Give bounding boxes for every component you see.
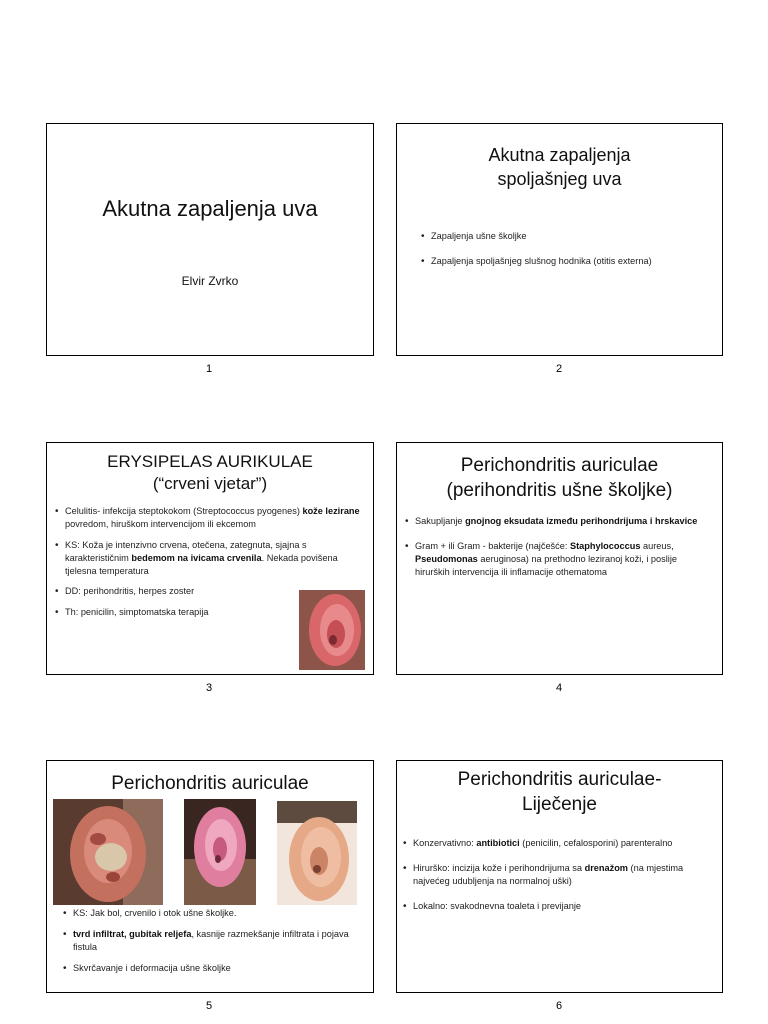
slide-4-bullet-1-bold: gnojnog eksudata između perihondrijuma i hrskavice [465, 516, 698, 526]
page-number-5: 5 [205, 1000, 213, 1012]
slide-6-bullet-1 [403, 837, 714, 850]
slide-3-title-line1: ERYSIPELAS AURIKULAE [107, 452, 313, 471]
slide-3-bullet-1-text: Celulitis- infekcija steptokokom (Streptococcus pyogenes) [65, 506, 303, 516]
slide-3-bullet-3: • DD: perihondritis, herpes zoster [55, 585, 365, 598]
slide-6-bullet-1-tail: (penicilin, cefalosporini) parenteralno [519, 838, 673, 848]
slide-2-bullets [421, 230, 708, 280]
page-number-2: 2 [555, 363, 563, 375]
slide-6-bullets [403, 837, 714, 925]
slide-4 [396, 442, 723, 675]
slide-5-title: Perichondritis auriculae [111, 773, 309, 794]
slide-5-bullet-2-tail: , kasnije razmekšanje infiltrata i pojava fistula [73, 928, 349, 952]
slide-5-bullet-1: • KS: Jak bol, crvenilo i otok ušne školjke. [63, 907, 365, 920]
slide-2-title [397, 144, 722, 192]
page-number-1: 1 [205, 363, 213, 375]
slide-3 [46, 442, 374, 675]
slide-1 [46, 123, 374, 356]
slide-4-bullet-2-tail: aeruginosa) na prethodno leziranoj koži, i poslije hirurških intervencija ili inflamacije othematoma [415, 553, 677, 577]
slide-3-bullet-1-tail: povredom, hiruškom intervencijom ili ekcemom [65, 518, 256, 529]
page-number-6: 6 [555, 1000, 563, 1012]
slide-4-title [397, 453, 722, 503]
slide-3-bullet-1-bold: kože lezirane [302, 506, 360, 516]
slide-4-bullet-1 [405, 515, 714, 528]
slide-6-title [397, 767, 722, 817]
slide-3-bullet-1 [55, 505, 365, 531]
slide-3-bullet-2-text: KS: Koža je intenzivno crvena, otečena, zategnuta, sjajna s karakterističnim [65, 539, 307, 563]
slide-4-bullet-1-text: Sakupljanje [415, 516, 466, 526]
slide-2-bullet-1: • Zapaljenja ušne školjke [421, 230, 708, 243]
slide-5-bullet-2-bold: tvrd infiltrat, gubitak reljefa [73, 928, 192, 939]
slide-5-bullet-3: • Skvrčavanje i deformacija ušne školjke [63, 962, 365, 975]
erysipelas-ear-photo [299, 590, 365, 670]
slide-4-bullet-2-text: Gram + ili Gram - bakterije (najčešće: [415, 540, 570, 551]
deformed-ear-photo [277, 801, 357, 905]
slide-5-bullet-2 [63, 928, 365, 954]
slide-6-bullet-2-text: Hirurško: incizija kože i perihondrijuma sa [413, 862, 585, 873]
slide-3-title-line2: (“crveni vjetar”) [152, 474, 268, 494]
page-number-4: 4 [555, 682, 563, 694]
slide-3-bullet-2-bold: bedemom na ivicama crvenila [131, 552, 262, 563]
slide-5-bullets [63, 907, 365, 987]
slide-6-bullet-2-tail: (na mjestima najvećeg udubljenja na normalnoj uški) [413, 862, 684, 886]
slide-2-bullet-2: • Zapaljenja spoljašnjeg slušnog hodnika (otitis externa) [421, 255, 708, 268]
slide-4-title-line2: (perihondritis ušne školjke) [446, 480, 673, 502]
slide-4-bullet-2 [405, 540, 714, 579]
slide-4-bullets [405, 515, 714, 591]
slide-6-bullet-2 [403, 862, 714, 888]
slide-2-title-line1: Akutna zapaljenja [488, 145, 631, 165]
slide-6-title-line2: Liječenje [522, 794, 597, 816]
slide-4-bullet-2-mid: aureus, [640, 540, 674, 551]
slide-3-bullet-2-tail: . Nekada povišena tjelesna temperatura [65, 552, 338, 576]
slide-3-bullet-2 [55, 539, 365, 578]
slide-2-title-line2: spoljašnjeg uva [497, 168, 622, 189]
slide-6-bullet-3: • Lokalno: svakodnevna toaleta i previjanje [403, 900, 714, 913]
slide-4-title-line1: Perichondritis auriculae [460, 455, 659, 476]
slide-3-title [47, 451, 373, 496]
ulcerated-ear-photo [53, 799, 163, 905]
page-number-3: 3 [205, 682, 213, 694]
slide-6-title-line1: Perichondritis auriculae- [457, 769, 662, 790]
slide-2 [396, 123, 723, 356]
slide-4-bullet-2-bold-1: Staphylococcus [569, 540, 641, 551]
slide-6-bullet-1-text: Konzervativno: [413, 838, 477, 848]
slide-6-bullet-2-bold: drenažom [584, 862, 628, 873]
slide-5 [46, 760, 374, 993]
slide-3-bullet-4: • Th: penicilin, simptomatska terapija [55, 606, 365, 619]
swollen-ear-photo [184, 799, 256, 905]
slide-6-bullet-1-bold: antibiotici [476, 838, 520, 848]
slide-4-bullet-2-bold-2: Pseudomonas [415, 553, 478, 564]
slide-6 [396, 760, 723, 993]
slide-1-title: Akutna zapaljenja uva [102, 196, 318, 221]
slide-1-author: Elvir Zvrko [181, 274, 239, 288]
